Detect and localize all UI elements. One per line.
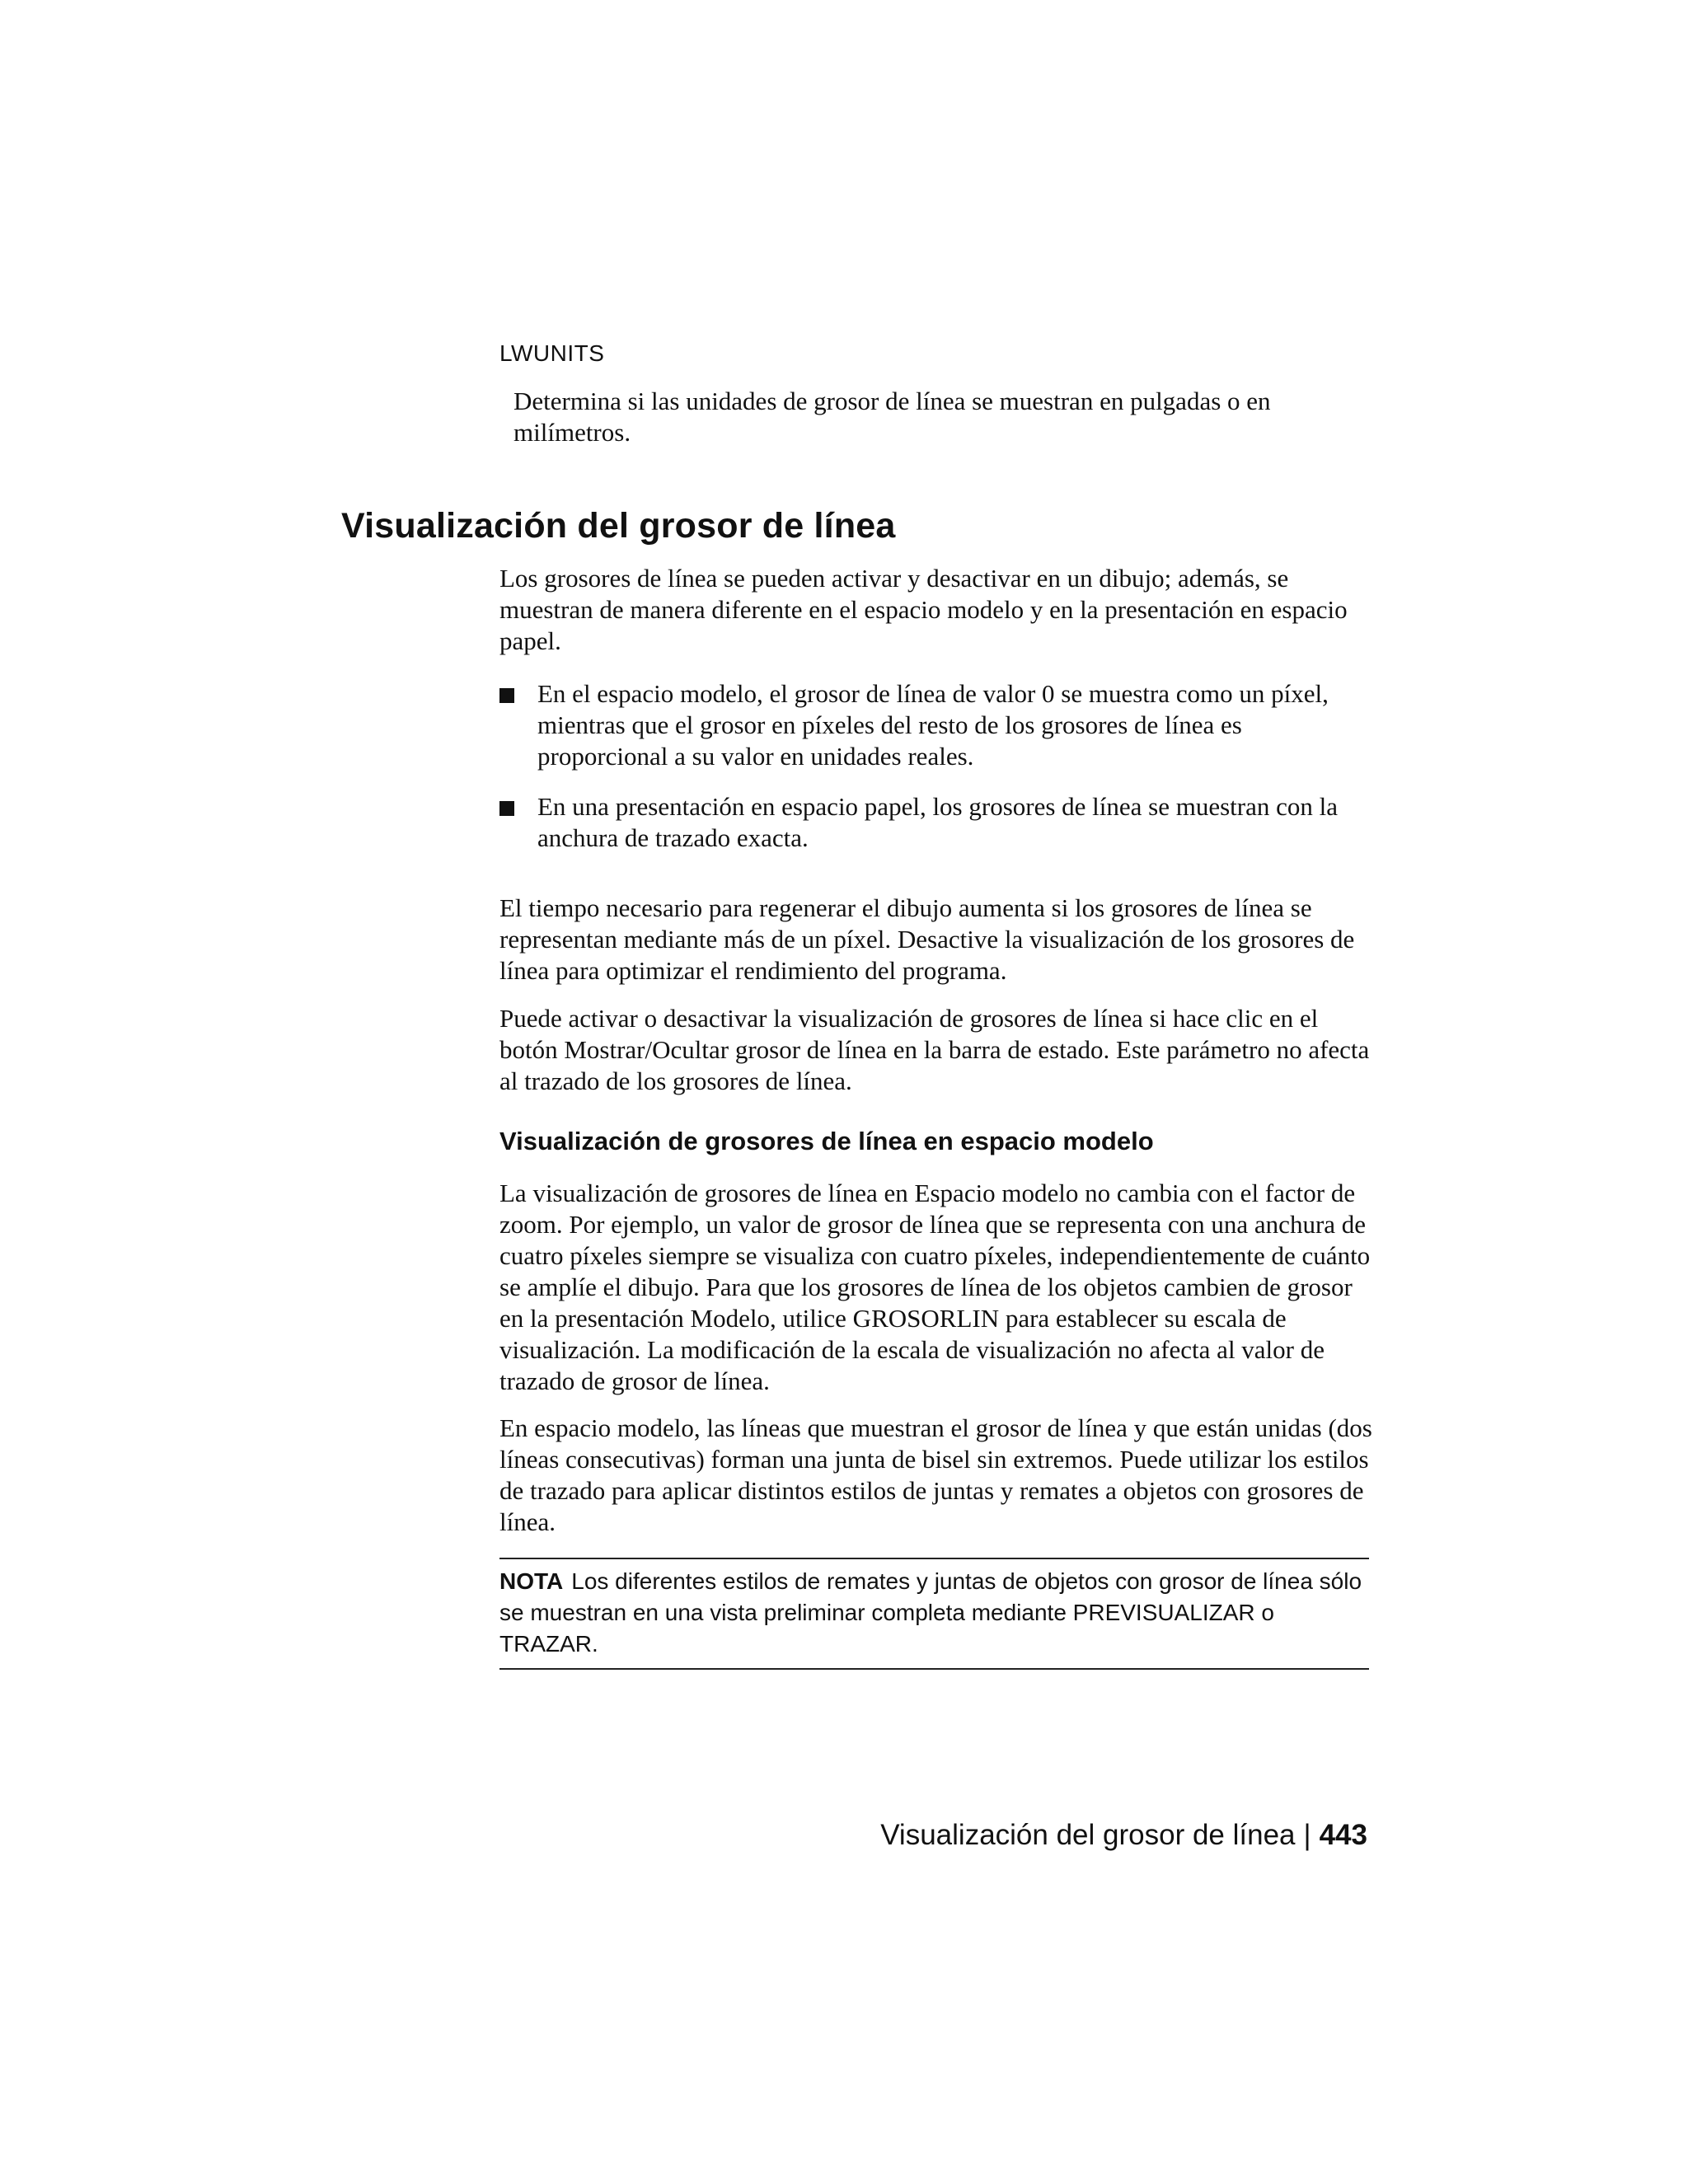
page-footer [880, 1819, 1367, 1852]
term-definition: Determina si las unidades de grosor de línea se muestran en pulgadas o en milímetros. [513, 387, 1271, 447]
note-text: Los diferentes estilos de remates y juntas de objetos con grosor de línea sólo se muestran en una vista preliminar completa mediante PREVISUALIZAR o TRAZAR. [499, 1568, 1362, 1657]
term-name: LWUNITS [499, 340, 605, 366]
bullet-text: En una presentación en espacio papel, los grosores de línea se muestran con la anchura de trazado exacta. [537, 792, 1338, 852]
bullet-square-icon [499, 688, 514, 703]
footer-separator: | [1303, 1819, 1311, 1851]
zoom-paragraph: La visualización de grosores de línea en Espacio modelo no cambia con el factor de zoom. Por ejemplo, un valor de grosor de línea que se representa con una anchura de cuatro píxeles siempre se visualiza con cuatro píxeles, independientemente de cuánto se amplíe el dibujo. Para que los grosores de línea de los objetos cambien de grosor en la presentación Modelo, utilice GROSORLIN para establecer su escala de visualización. La modificación de la escala de visualización no afecta al valor de trazado de grosor de línea. [499, 1179, 1371, 1395]
list-item [499, 678, 1373, 772]
section-heading: Visualización del grosor de línea [341, 506, 896, 546]
bullet-list [499, 678, 1373, 854]
page-number: 443 [1319, 1819, 1367, 1851]
bullet-square-icon [499, 801, 514, 816]
toggle-paragraph: Puede activar o desactivar la visualización de grosores de línea si hace clic en el botón Mostrar/Ocultar grosor de línea en la barra de estado. Este parámetro no afecta al trazado de los grosores de línea. [499, 1004, 1370, 1095]
regen-paragraph: El tiempo necesario para regenerar el dibujo aumenta si los grosores de línea se representan mediante más de un píxel. Desactive la visualización de los grosores de línea para optimizar el rendimiento del programa. [499, 893, 1355, 985]
bullet-text: En el espacio modelo, el grosor de línea de valor 0 se muestra como un píxel, mientras que el grosor en píxeles del resto de los grosores de línea es proporcional a su valor en unidades reales. [537, 679, 1329, 771]
joints-paragraph: En espacio modelo, las líneas que muestran el grosor de línea y que están unidas (dos líneas consecutivas) forman una junta de bisel sin extremos. Puede utilizar los estilos de trazado para aplicar distintos estilos de juntas y remates a objetos con grosores de línea. [499, 1413, 1372, 1536]
running-title: Visualización del grosor de línea [880, 1819, 1296, 1851]
note-box [499, 1558, 1369, 1670]
list-item [499, 791, 1373, 854]
note-label: NOTA [499, 1568, 564, 1594]
subsection-heading: Visualización de grosores de línea en espacio modelo [499, 1127, 1154, 1155]
intro-paragraph: Los grosores de línea se pueden activar y desactivar en un dibujo; además, se muestran de manera diferente en el espacio modelo y en la presentación en espacio papel. [499, 564, 1348, 655]
